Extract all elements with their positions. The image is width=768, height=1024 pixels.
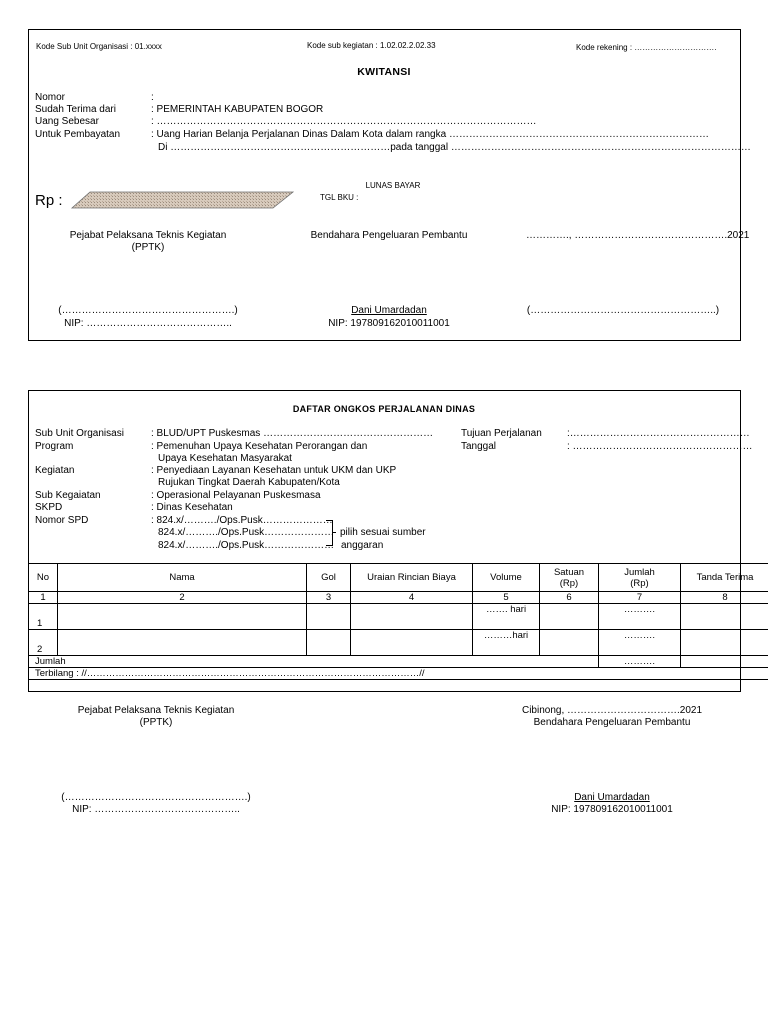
tgl-bku: TGL BKU : (320, 193, 359, 202)
sign-left-name: (…………………………………………….) (58, 305, 238, 316)
field-value-nomor: : (151, 92, 154, 103)
spd-note-1: pilih sesuai sumber (340, 527, 426, 538)
rp-amount-box (70, 190, 295, 210)
sign-mid-name: Dani Umardadan (351, 305, 427, 316)
daftar-sign-left-name: (……………………………………………….) (61, 792, 251, 803)
rp-label: Rp : (35, 192, 63, 209)
header-nama: Nama (58, 564, 307, 592)
field-label-pembayatan: Untuk Pembayatan (35, 129, 121, 140)
daftar-sign-left-nip: NIP: …………………………………….. (72, 804, 240, 815)
sign-mid-nip: NIP: 197809162010011001 (328, 318, 450, 329)
date-line: …………., ……………………………………….2021 (526, 230, 750, 241)
kwitansi-title: KWITANSI (357, 66, 411, 78)
row-gol (307, 630, 351, 656)
daftar-date-line: Cibinong, …………………………….2021 (521, 705, 703, 716)
label-sub-kegiatan: Sub Kegaiatan (35, 490, 101, 501)
value-spd-2: 824.x/………./Ops.Pusk………………… (158, 527, 335, 538)
pptk-abbr: (PPTK) (131, 242, 165, 253)
value-program-1: : Pemenuhan Upaya Kesehatan Perorangan dan (151, 441, 368, 452)
daftar-sign-right-nip: NIP: 197809162010011001 (551, 804, 673, 815)
daftar-sign-right-name: Dani Umardadan (574, 792, 650, 803)
col-number: 3 (307, 592, 351, 604)
value-spd-3: 824.x/………./Ops.Pusk………………… (158, 540, 335, 551)
col-number: 8 (681, 592, 768, 604)
label-nomor-spd: Nomor SPD (35, 515, 89, 526)
lunas-bayar: LUNAS BAYAR (365, 181, 421, 190)
daftar-bendahara-title: Bendahara Pengeluaran Pembantu (533, 717, 691, 728)
label-tanggal: Tanggal (461, 441, 497, 452)
table-number-row (29, 592, 768, 604)
header-jumlah: Jumlah (Rp) (599, 564, 681, 592)
label-tujuan: Tujuan Perjalanan (461, 428, 542, 439)
terbilang: Terbilang : //……………………………………………………………………………………………// (29, 668, 768, 680)
row-no: 1 (29, 604, 58, 630)
col-number: 7 (599, 592, 681, 604)
row-uraian (351, 630, 473, 656)
di-line: Di …………………………………………………………pada tanggal ……………………………………………………………………………… (158, 142, 751, 153)
field-label-nomor: Nomor (35, 92, 66, 103)
value-tanggal: : ……………………………………………… (567, 441, 753, 452)
jumlah-blank (681, 656, 768, 668)
kode-rekening: Kode rekening : …………………………. (576, 43, 717, 52)
header-no: No (29, 564, 58, 592)
bracket-tick (332, 532, 336, 533)
label-program: Program (35, 441, 74, 452)
sign-right-name: (………………………………………………..) (526, 305, 720, 316)
daftar-pptk-abbr: (PPTK) (139, 717, 173, 728)
header-gol: Gol (307, 564, 351, 592)
row-satuan (540, 604, 599, 630)
row-nama (58, 604, 307, 630)
cost-table (28, 563, 768, 680)
terbilang-row (29, 668, 768, 680)
daftar-pptk-title: Pejabat Pelaksana Teknis Kegiatan (77, 705, 235, 716)
row-no: 2 (29, 630, 58, 656)
table-row (29, 604, 768, 630)
value-kegiatan-2: Rujukan Tingkat Daerah Kabupaten/Kota (158, 477, 340, 488)
row-satuan (540, 630, 599, 656)
col-number: 5 (473, 592, 540, 604)
kode-sub-kegiatan: Kode sub kegiatan : 1.02.02.2.02.33 (307, 41, 436, 50)
label-sub-unit: Sub Unit Organisasi (35, 428, 124, 439)
value-kegiatan-1: : Penyediaan Layanan Kesehatan untuk UKM dan UKP (151, 465, 397, 476)
daftar-title: DAFTAR ONGKOS PERJALANAN DINAS (292, 404, 476, 414)
header-volume: Volume (473, 564, 540, 592)
col-number: 2 (58, 592, 307, 604)
row-jumlah: ………. (599, 630, 681, 656)
row-jumlah: ………. (599, 604, 681, 630)
row-tanda-terima (681, 604, 768, 630)
row-nama (58, 630, 307, 656)
col-number: 1 (29, 592, 58, 604)
header-uraian: Uraian Rincian Biaya (351, 564, 473, 592)
field-value-uang: : …………………………………………………………………………………………………… (151, 116, 537, 127)
col-number: 6 (540, 592, 599, 604)
row-tanda-terima (681, 630, 768, 656)
sign-left-nip: NIP: …………………………………….. (64, 318, 232, 329)
jumlah-row (29, 656, 768, 668)
row-uraian (351, 604, 473, 630)
col-number: 4 (351, 592, 473, 604)
value-sub-unit: : BLUD/UPT Puskesmas …………………………………………… (151, 428, 434, 439)
value-program-2: Upaya Kesehatan Masyarakat (158, 453, 292, 464)
row-gol (307, 604, 351, 630)
field-value-terima: : PEMERINTAH KABUPATEN BOGOR (151, 104, 324, 115)
value-spd-1: : 824.x/………./Ops.Pusk………………… (151, 515, 333, 526)
field-label-uang: Uang Sebesar (35, 116, 99, 127)
bendahara-title: Bendahara Pengeluaran Pembantu (310, 230, 468, 241)
value-sub-kegiatan: : Operasional Pelayanan Puskesmasa (151, 490, 321, 501)
pptk-title: Pejabat Pelaksana Teknis Kegiatan (69, 230, 227, 241)
field-label-terima: Sudah Terima dari (35, 104, 116, 115)
label-kegiatan: Kegiatan (35, 465, 75, 476)
spd-note-2: anggaran (341, 540, 384, 551)
jumlah-value: ………. (599, 656, 681, 668)
header-satuan: Satuan (Rp) (540, 564, 599, 592)
value-tujuan: :……………………………………………… (567, 428, 750, 439)
row-volume: ……. hari (473, 604, 540, 630)
header-tanda-terima: Tanda Terima (681, 564, 768, 592)
spd-bracket (326, 520, 333, 546)
row-volume: ………hari (473, 630, 540, 656)
table-row (29, 630, 768, 656)
field-value-pembayatan: : Uang Harian Belanja Perjalanan Dinas Dalam Kota dalam rangka …………………………………………………………………… (151, 129, 709, 140)
table-header-row (29, 564, 768, 592)
value-skpd: : Dinas Kesehatan (151, 502, 233, 513)
jumlah-label: Jumlah (29, 656, 599, 668)
label-skpd: SKPD (35, 502, 63, 513)
kode-sub-unit: Kode Sub Unit Organisasi : 01.xxxx (36, 42, 162, 51)
